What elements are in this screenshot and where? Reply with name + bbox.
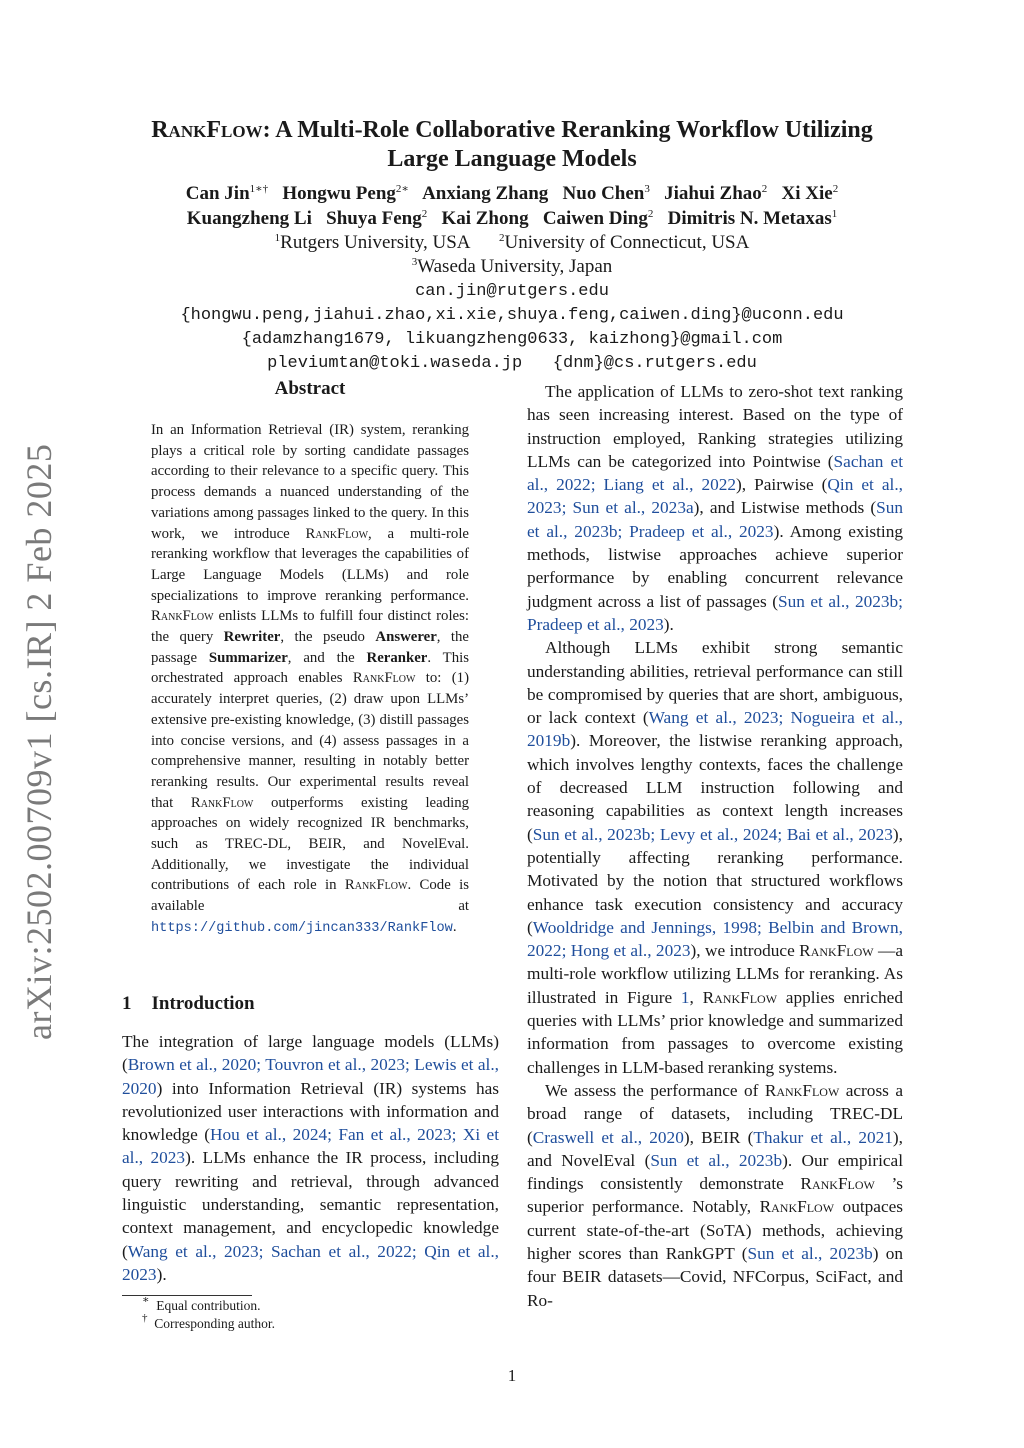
email-line-last <box>80 352 944 376</box>
system-name: RankFlow <box>702 987 778 1007</box>
code-link[interactable]: https://github.com/jincan333/RankFlow <box>151 920 453 936</box>
citation-link[interactable]: Thakur et al., 2021 <box>753 1127 893 1147</box>
citation-link[interactable]: Sun et al., 2023b; Pradeep et al., 2023 <box>527 498 904 541</box>
title-system-name: RankFlow <box>151 117 263 143</box>
citation-link[interactable]: Wang et al., 2023; Nogueira et al., 2019b <box>527 708 903 751</box>
authors-line-1 <box>80 182 944 206</box>
citation-link[interactable]: Sun et al., 2023b; Levy et al., 2024; Bai et al., 2023 <box>532 824 893 844</box>
citation-link[interactable]: Qin et al., 2023; Sun et al., 2023a <box>527 475 903 518</box>
arxiv-identifier: arXiv:2502.00709v1 [cs.IR] 2 Feb 2025 <box>19 443 59 1040</box>
author: Hongwu Peng$^{2∗}$ <box>282 183 409 204</box>
citation-link[interactable]: Sachan et al., 2022; Liang et al., 2022 <box>527 451 904 495</box>
email[interactable]: can.jin@rutgers.edu <box>415 282 609 301</box>
author: Xi Xie$^2$ <box>781 183 839 204</box>
system-name: RankFlow <box>305 525 369 542</box>
citation-link[interactable]: Craswell et al., 2020 <box>532 1127 684 1147</box>
paragraph: The application of LLMs to zero-shot text ranking has seen increasing interest. Based on the type of instruction employed, Ranking strategies utilizing LLMs can be categorized into Pointwise (Sachan et al., 2022; Liang et al., 2022), Pairwise (Qin et al., 2023; Sun et al., 2023a), and Listwise methods (Sun et al., 2023b; Pradeep et al., 2023). Among existing methods, listwise approaches achieve superior performance by enabling concurrent relevance judgment across a list of passages (Sun et al., 2023b; Pradeep et al., 2023). <box>527 382 904 634</box>
title-line2: Large Language Models <box>387 146 637 172</box>
email[interactable]: {hongwu.peng,jiahui.zhao,xi.xie,shuya.feng,caiwen.ding}@uconn.edu <box>180 306 844 325</box>
author: Anxiang Zhang <box>422 183 549 204</box>
section-heading-introduction: 1 Introduction <box>122 993 255 1014</box>
system-name: RankFlow <box>344 877 408 894</box>
paper-title <box>80 116 944 174</box>
author: Can Jin$^{1∗\dagger}$ <box>185 183 269 204</box>
abstract-heading: Abstract <box>274 378 346 399</box>
authors-line-2 <box>80 207 944 231</box>
citation-link[interactable]: Sun et al., 2023b <box>747 1243 873 1263</box>
author: Caiwen Ding$^2$ <box>542 208 654 229</box>
citation-link[interactable]: Brown et al., 2020; Touvron et al., 2023; Lewis et al., 2020 <box>122 1055 499 1098</box>
system-name: RankFlow <box>764 1080 840 1100</box>
citation-link[interactable]: Wang et al., 2023; Sachan et al., 2022; Qin et al., 2023 <box>122 1241 499 1284</box>
email[interactable]: {adamzhang1679, likuangzheng0633, kaizhong}@gmail.com <box>241 330 783 349</box>
author: Nuo Chen$^3$ <box>562 183 650 204</box>
author: Jiahui Zhao$^2$ <box>664 183 768 204</box>
affiliation: $^1$Rutgers University, USA <box>274 232 471 253</box>
email[interactable]: {dnm}@cs.rutgers.edu <box>552 354 757 373</box>
system-name: RankFlow <box>799 941 874 961</box>
footnote: † Corresponding author. <box>142 1312 275 1331</box>
citation-link[interactable]: Hou et al., 2024; Fan et al., 2023; Xi et al., 2023 <box>122 1125 500 1168</box>
footnote: ∗ Equal contribution. <box>142 1294 261 1313</box>
abstract-body: In an Information Retrieval (IR) system, reranking plays a critical role by sorting candidate passages according to their relevance to a specific query. This process demands a nuanced understanding of the variations among passages linked to the query. In this work, we introduce RankFlow, a multi-role reranking workflow that leverages the capabilities of Large Language Models (LLMs) and role specializations to improve reranking performance. RankFlow enlists LLMs to fulfill four distinct roles: the query Rewriter, the pseudo Answerer, the passage Summarizer, and the Reranker. This orchestrated approach enables RankFlow to: (1) accurately interpret queries, (2) draw upon LLMs’ extensive pre-existing knowledge, (3) distill passages into concise versions, and (4) assess passages in a comprehensive manner, resulting in notably better reranking results. Our experimental results reveal that RankFlow outperforms existing leading approaches on widely recognized IR benchmarks, such as TREC-DL, BEIR, and NovelEval. Additionally, we investigate the individual contributions of each role in RankFlow. Code is available at https://github.com/jincan333/RankFlow. <box>151 422 470 936</box>
author: Dimitris N. Metaxas$^1$ <box>667 208 838 229</box>
system-name: RankFlow <box>800 1174 875 1194</box>
paragraph: Although LLMs exhibit strong semantic understanding abilities, retrieval performance can still be compromised by queries that are short, ambiguous, or lack context (Wang et al., 2023; Nogueira et al., 2019b). Moreover, the listwise reranking approach, which involves lengthy contexts, faces the challenge of decreased LLM instruction following and reasoning capabilities as context length increases (Sun et al., 2023b; Levy et al., 2024; Bai et al., 2023), potentially affecting reranking performance. Motivated by the notion that structured workflows enhance task execution consistency and accuracy (Wooldridge and Jennings, 1998; Belbin and Brown, 2022; Hong et al., 2023), we introduce RankFlow —a multi-role workflow utilizing LLMs for reranking. As illustrated in Figure 1, RankFlow applies enriched queries with LLMs’ prior knowledge and summarized information from passages to overcome existing challenges in LLM-based reranking systems. <box>527 638 903 1077</box>
author: Shuya Feng$^2$ <box>326 208 428 229</box>
affiliation: $^2$University of Connecticut, USA <box>498 232 750 253</box>
author: Kai Zhong <box>441 208 529 229</box>
affiliations-line-1 <box>80 231 944 255</box>
title-line1: : A Multi-Role Collaborative Reranking Workflow Utilizing <box>262 117 873 143</box>
paragraph: We assess the performance of RankFlow across a broad range of datasets, including TREC-DL (Craswell et al., 2020), BEIR (Thakur et al., 2021), and NovelEval (Sun et al., 2023b). Our empirical findings consistently demonstrate RankFlow ’s superior performance. Notably, RankFlow outpaces current state-of-the-art (SoTA) methods, achieving higher scores than RankGPT (Sun et al., 2023b) on four BEIR datasets—Covid, NFCorpus, SciFact, and Ro- <box>527 1080 904 1310</box>
system-name: RankFlow <box>352 670 416 687</box>
system-name: RankFlow <box>190 794 254 811</box>
citation-link[interactable]: Sun et al., 2023b; Pradeep et al., 2023 <box>527 591 903 634</box>
system-name: RankFlow <box>759 1197 835 1217</box>
affiliation: $^3$Waseda University, Japan <box>411 256 613 277</box>
introduction-paragraph: The integration of large language models (LLMs) (Brown et al., 2020; Touvron et al., 2023; Lewis et al., 2020) into Information Retrieval (IR) systems has revolutionized user interactions with information and knowledge (Hou et al., 2024; Fan et al., 2023; Xi et al., 2023). LLMs enhance the IR process, including query rewriting and retrieval, through advanced linguistic understanding, semantic representation, context management, and encyclopedic knowledge (Wang et al., 2023; Sachan et al., 2022; Qin et al., 2023). <box>122 1032 500 1284</box>
citation-link[interactable]: Wooldridge and Jennings, 1998; Belbin and Brown, 2022; Hong et al., 2023 <box>527 917 903 961</box>
citation-link[interactable]: Sun et al., 2023b <box>650 1150 783 1170</box>
figure-link[interactable]: 1 <box>680 987 690 1007</box>
page-number: 1 <box>507 1366 517 1385</box>
right-column <box>527 380 903 1312</box>
email[interactable]: pleviumtan@toki.waseda.jp <box>267 354 523 373</box>
system-name: RankFlow <box>151 608 214 625</box>
author: Kuangzheng Li <box>186 208 312 229</box>
